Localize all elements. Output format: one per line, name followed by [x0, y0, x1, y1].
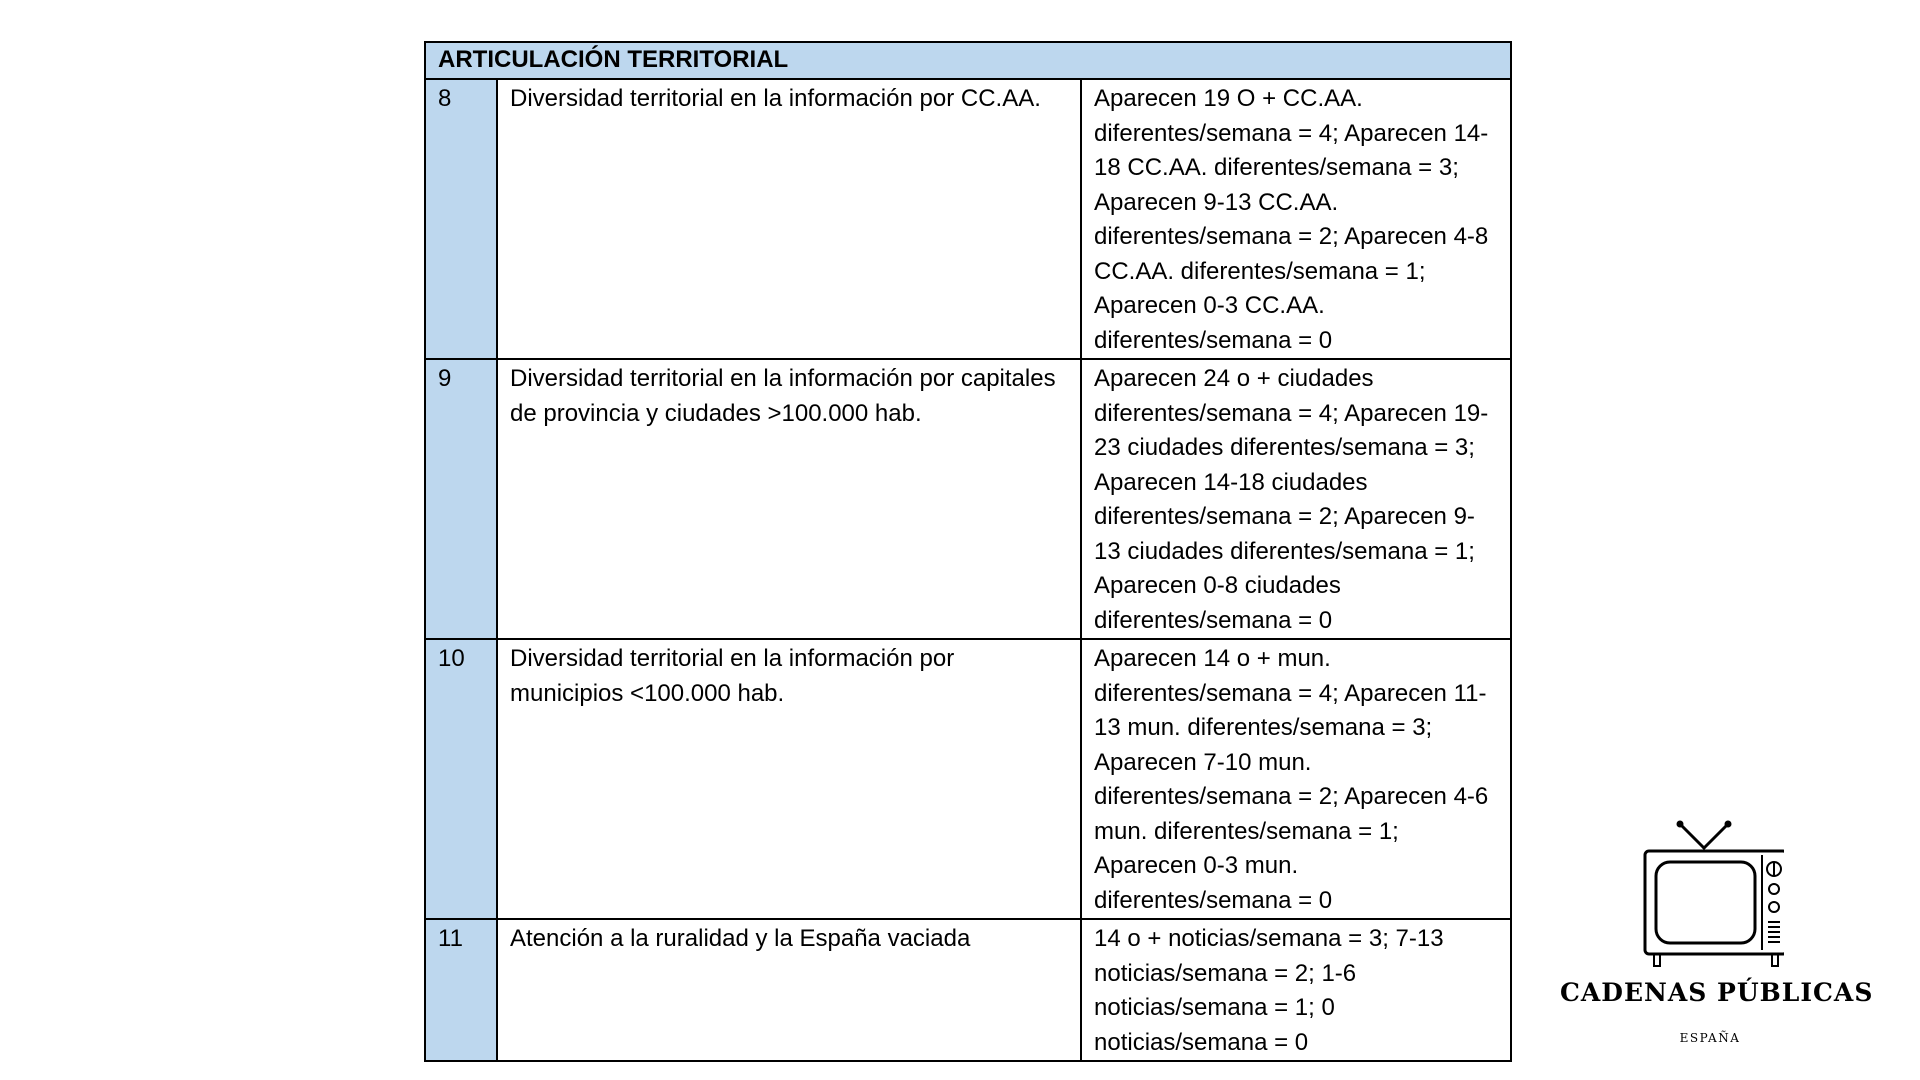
table-row	[425, 919, 1511, 1061]
row-indicator: Diversidad territorial en la información por CC.AA.	[497, 79, 1081, 359]
table-header-row	[425, 42, 1511, 79]
criteria-table-container	[424, 41, 1510, 1062]
row-indicator: Diversidad territorial en la información por municipios <100.000 hab.	[497, 639, 1081, 919]
table-row	[425, 359, 1511, 639]
row-indicator: Atención a la ruralidad y la España vaciada	[497, 919, 1081, 1061]
table-row	[425, 79, 1511, 359]
table-header: ARTICULACIÓN TERRITORIAL	[425, 42, 1511, 79]
brand-subtitle: ESPAÑA	[1679, 1031, 1741, 1045]
row-number: 10	[425, 639, 497, 919]
row-number: 9	[425, 359, 497, 639]
row-scale: Aparecen 19 O + CC.AA. diferentes/semana = 4; Aparecen 14-18 CC.AA. diferentes/semana = 3; Aparecen 9-13 CC.AA. diferentes/semana = 2; Aparecen 4-8 CC.AA. diferentes/semana = 1; Aparecen 0-3 CC.AA. diferentes/semana = 0	[1081, 79, 1511, 359]
criteria-table	[424, 41, 1512, 1062]
row-indicator: Diversidad territorial en la información por capitales de provincia y ciudades >100.000 hab.	[497, 359, 1081, 639]
cadenas-publicas-logo	[1560, 810, 1874, 1060]
table-row	[425, 639, 1511, 919]
row-scale: Aparecen 24 o + ciudades diferentes/semana = 4; Aparecen 19-23 ciudades diferentes/semana = 3; Aparecen 14-18 ciudades diferentes/semana = 2; Aparecen 9-13 ciudades diferentes/semana = 1; Aparecen 0-8 ciudades diferentes/semana = 0	[1081, 359, 1511, 639]
row-number: 11	[425, 919, 497, 1061]
tv-icon	[1636, 810, 1784, 970]
row-number: 8	[425, 79, 497, 359]
row-scale: 14 o + noticias/semana = 3; 7-13 noticias/semana = 2; 1-6 noticias/semana = 1; 0 noticias/semana = 0	[1081, 919, 1511, 1061]
brand-title: CADENAS PÚBLICAS	[1560, 978, 1874, 1007]
row-scale: Aparecen 14 o + mun. diferentes/semana = 4; Aparecen 11-13 mun. diferentes/semana = 3; Aparecen 7-10 mun. diferentes/semana = 2; Aparecen 4-6 mun. diferentes/semana = 1; Aparecen 0-3 mun. diferentes/semana = 0	[1081, 639, 1511, 919]
